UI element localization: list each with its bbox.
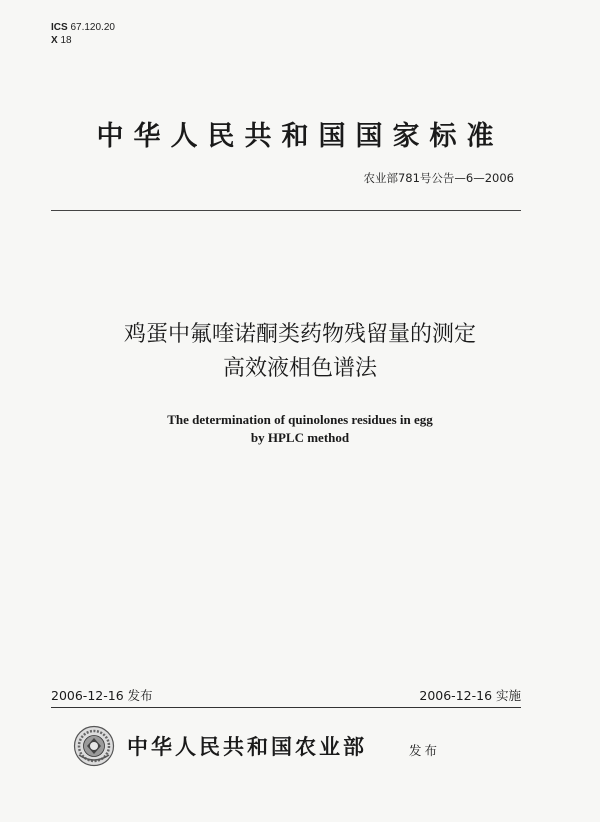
issuing-authority: 中华人民共和国农业部 (127, 734, 367, 759)
english-title-line-1: The determination of quinolones residues in egg (167, 412, 433, 427)
implementation-date: 2006-12-16 实施 (419, 688, 521, 703)
chinese-title-line-1: 鸡蛋中氟喹诺酮类药物残留量的测定 (123, 322, 476, 347)
bottom-divider (51, 707, 521, 708)
ccs-code-line (51, 34, 115, 47)
ministry-emblem-icon (73, 725, 115, 767)
ics-code-line (51, 21, 115, 34)
ccs-code: 18 (60, 35, 72, 46)
ics-code: 67.120.20 (70, 22, 115, 33)
english-title (0, 411, 600, 447)
ccs-label: X (51, 35, 58, 46)
ics-label: ICS (51, 22, 68, 33)
issue-date: 2006-12-16 发布 (51, 688, 153, 703)
standard-type-title: 中华人民共和国国家标准 (96, 121, 504, 152)
standard-number: 农业部781号公告—6—2006 (363, 171, 514, 185)
chinese-title (0, 318, 600, 386)
publish-label: 发布 (409, 743, 441, 758)
top-divider (51, 210, 521, 211)
classification-codes (51, 21, 115, 47)
chinese-title-line-2: 高效液相色谱法 (222, 356, 377, 381)
english-title-line-2: by HPLC method (250, 430, 350, 445)
